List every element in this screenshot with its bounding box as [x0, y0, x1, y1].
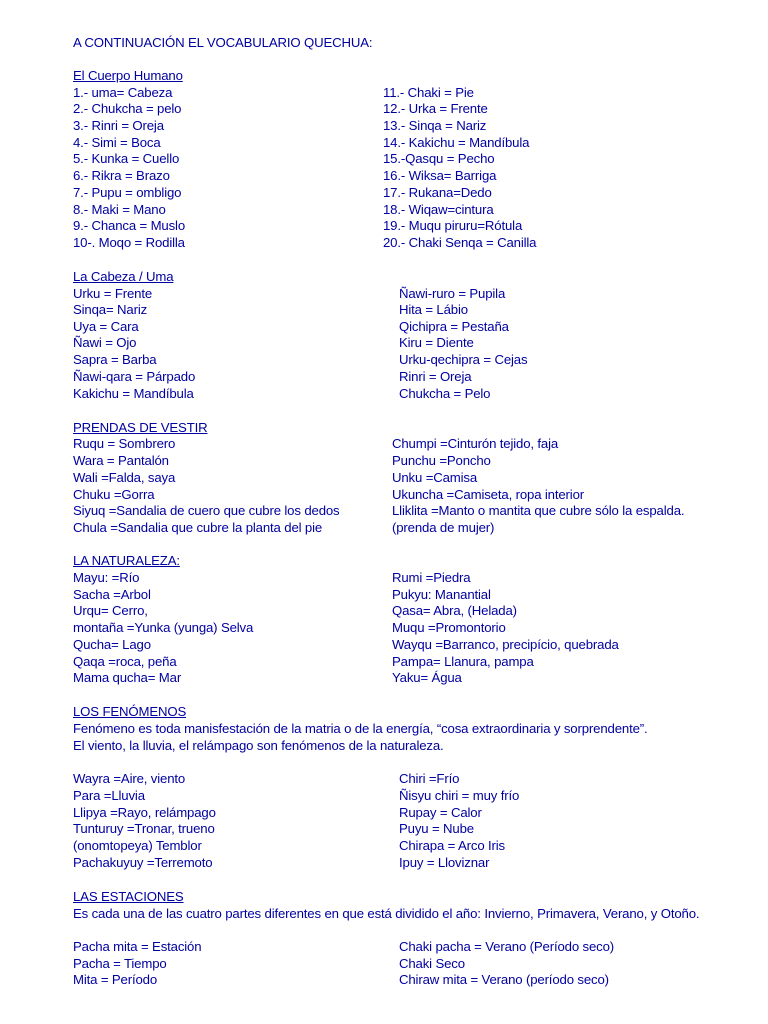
vocab-item: 18.- Wiqaw=cintura — [383, 202, 494, 217]
vocab-item: 14.- Kakichu = Mandíbula — [383, 135, 530, 150]
vocab-item: Ñawi-ruro = Pupila — [399, 286, 506, 301]
vocab-item: Llipya =Rayo, relámpago — [73, 805, 216, 820]
vocab-item: Pacha mita = Estación — [73, 939, 202, 954]
section-heading-cabeza: La Cabeza / Uma — [73, 269, 174, 284]
page-title: A CONTINUACIÓN EL VOCABULARIO QUECHUA: — [73, 35, 373, 50]
vocab-item: Qaqa =roca, peña — [73, 654, 177, 669]
vocab-item: 15.-Qasqu = Pecho — [383, 151, 495, 166]
vocab-item: Ñawi = Ojo — [73, 335, 137, 350]
fenomenos-examples: El viento, la lluvia, el relámpago son fenómenos de la naturaleza. — [73, 738, 444, 753]
vocab-item: Para =Lluvia — [73, 788, 145, 803]
section-heading-prendas: PRENDAS DE VESTIR — [73, 420, 208, 435]
vocab-item: Kiru = Diente — [399, 335, 474, 350]
vocab-item: 2.- Chukcha = pelo — [73, 101, 182, 116]
section-heading-naturaleza: LA NATURALEZA: — [73, 553, 180, 568]
vocab-item: Qucha= Lago — [73, 637, 151, 652]
vocab-item: Punchu =Poncho — [392, 453, 491, 468]
vocab-item: Uya = Cara — [73, 319, 139, 334]
vocab-item: Ñawi-qara = Párpado — [73, 369, 196, 384]
vocab-item: 7.- Pupu = ombligo — [73, 185, 182, 200]
vocab-item: Urku-qechipra = Cejas — [399, 352, 528, 367]
vocab-item: 13.- Sinqa = Nariz — [383, 118, 487, 133]
vocab-item: 6.- Rikra = Brazo — [73, 168, 170, 183]
vocab-item: Ipuy = Lloviznar — [399, 855, 490, 870]
vocab-item: Rupay = Calor — [399, 805, 482, 820]
vocab-item: Chuku =Gorra — [73, 487, 155, 502]
vocab-item: 17.- Rukana=Dedo — [383, 185, 492, 200]
vocab-item: Ñisyu chiri = muy frío — [399, 788, 520, 803]
vocab-item: Yaku= Água — [392, 670, 462, 685]
vocab-item: 10-. Moqo = Rodilla — [73, 235, 185, 250]
vocab-item: Chiri =Frío — [399, 771, 460, 786]
vocab-item: (prenda de mujer) — [392, 520, 495, 535]
vocab-item: Sacha =Arbol — [73, 587, 151, 602]
vocab-item: montaña =Yunka (yunga) Selva — [73, 620, 254, 635]
vocab-item: Qasa= Abra, (Helada) — [392, 603, 517, 618]
fenomenos-definition: Fenómeno es toda manisfestación de la matria o de la energía, “cosa extraordinaria y sorprendente”. — [73, 721, 648, 736]
vocab-item: Chukcha = Pelo — [399, 386, 491, 401]
vocab-item: Sinqa= Nariz — [73, 302, 148, 317]
vocab-item: Wali =Falda, saya — [73, 470, 176, 485]
vocab-item: Ruqu = Sombrero — [73, 436, 176, 451]
vocab-item: 9.- Chanca = Muslo — [73, 218, 186, 233]
vocab-item: 8.- Maki = Mano — [73, 202, 166, 217]
vocab-item: Wayra =Aire, viento — [73, 771, 186, 786]
vocab-item: Kakichu = Mandíbula — [73, 386, 194, 401]
vocab-item: Chirapa = Arco Iris — [399, 838, 505, 853]
vocab-item: 19.- Muqu piruru=Rótula — [383, 218, 523, 233]
vocab-item: Chaki Seco — [399, 956, 465, 971]
vocab-item: Wayqu =Barranco, precipício, quebrada — [392, 637, 619, 652]
estaciones-definition: Es cada una de las cuatro partes diferentes en que está dividido el año: Invierno, Primavera, Verano, y Otoño. — [73, 906, 700, 921]
vocab-item: Chumpi =Cinturón tejido, faja — [392, 436, 559, 451]
vocab-item: Sapra = Barba — [73, 352, 157, 367]
vocab-item: (onomtopeya) Temblor — [73, 838, 202, 853]
vocab-item: Unku =Camisa — [392, 470, 478, 485]
vocab-item: Mama qucha= Mar — [73, 670, 182, 685]
vocab-item: Ukuncha =Camiseta, ropa interior — [392, 487, 585, 502]
vocab-item: 11.- Chaki = Pie — [383, 85, 474, 100]
section-heading-cuerpo: El Cuerpo Humano — [73, 68, 183, 83]
vocab-item: Pacha = Tiempo — [73, 956, 167, 971]
vocab-item: 20.- Chaki Senqa = Canilla — [383, 235, 537, 250]
vocab-item: Chaki pacha = Verano (Período seco) — [399, 939, 615, 954]
section-heading-estaciones: LAS ESTACIONES — [73, 889, 184, 904]
vocab-item: 1.- uma= Cabeza — [73, 85, 173, 100]
vocab-item: Urqu= Cerro, — [73, 603, 148, 618]
vocab-item: Muqu =Promontorio — [392, 620, 506, 635]
vocab-item: 4.- Simi = Boca — [73, 135, 161, 150]
vocab-item: Rumi =Piedra — [392, 570, 471, 585]
vocab-item: Qichipra = Pestaña — [399, 319, 509, 334]
vocab-item: Wara = Pantalón — [73, 453, 169, 468]
vocab-item: 12.- Urka = Frente — [383, 101, 488, 116]
vocab-item: Mayu: =Río — [73, 570, 140, 585]
document-page — [73, 0, 753, 1024]
vocab-item: Tunturuy =Tronar, trueno — [73, 821, 215, 836]
vocab-item: Rinri = Oreja — [399, 369, 472, 384]
vocab-item: Chula =Sandalia que cubre la planta del pie — [73, 520, 323, 535]
vocab-item: Hita = Lábio — [399, 302, 468, 317]
vocab-item: Siyuq =Sandalia de cuero que cubre los dedos — [73, 503, 340, 518]
vocab-item: Pukyu: Manantial — [392, 587, 491, 602]
vocab-item: Puyu = Nube — [399, 821, 474, 836]
vocab-item: 5.- Kunka = Cuello — [73, 151, 180, 166]
vocab-item: Chiraw mita = Verano (período seco) — [399, 972, 609, 987]
vocab-item: 3.- Rinri = Oreja — [73, 118, 164, 133]
section-heading-fenomenos: LOS FENÓMENOS — [73, 704, 187, 719]
vocab-item: Mita = Período — [73, 972, 158, 987]
vocab-item: Pampa= Llanura, pampa — [392, 654, 534, 669]
vocab-item: 16.- Wiksa= Barriga — [383, 168, 497, 183]
vocab-item: Pachakuyuy =Terremoto — [73, 855, 213, 870]
vocab-item: Lliklita =Manto o mantita que cubre sólo la espalda. — [392, 503, 685, 518]
vocab-item: Urku = Frente — [73, 286, 153, 301]
